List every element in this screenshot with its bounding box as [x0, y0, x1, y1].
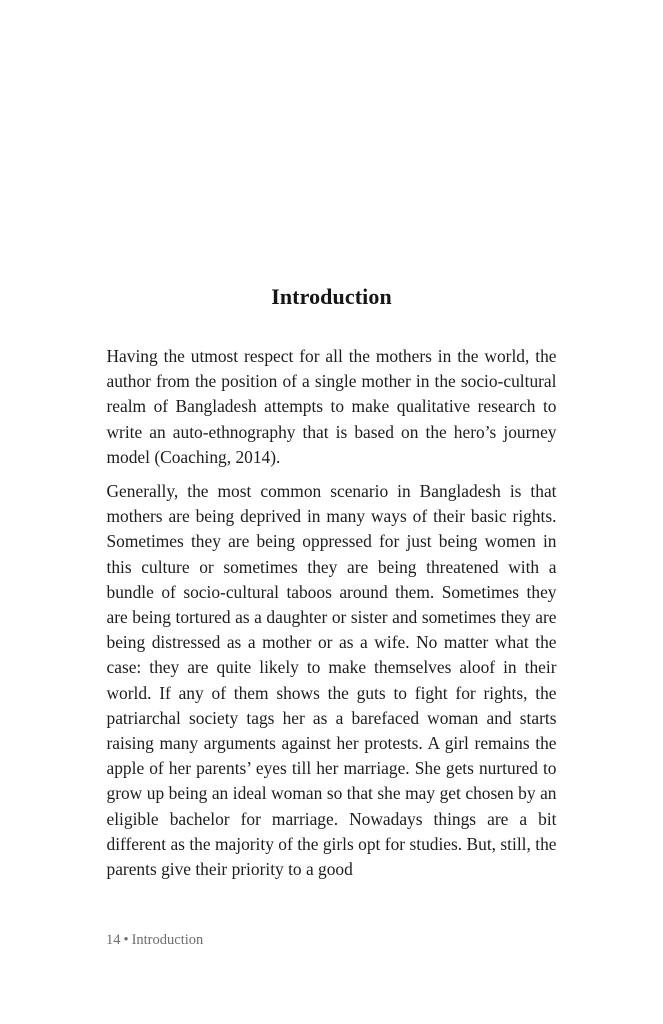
page-top-margin [0, 0, 663, 286]
footer-page-number: 14 [106, 932, 121, 948]
page-footer [106, 932, 203, 949]
bullet-separator-icon: • [123, 932, 129, 948]
text-column [107, 286, 557, 882]
body-paragraph-1: Having the utmost respect for all the mothers in the world, the author from the position of a single mother in the socio-cultural realm of Bangladesh attempts to make qualitative research to write an auto-ethnography that is based on the hero’s journey model (Coaching, 2014). [106, 346, 557, 467]
footer-section-title: Introduction [131, 932, 204, 948]
body-paragraph-2: Generally, the most common scenario in Bangladesh is that mothers are being deprived in many ways of their basic rights. Sometimes they are being oppressed for just being women in this culture or sometimes they are being threatened with a bundle of socio-cultural taboos around them. Sometimes they are being tortured as a daughter or sister and sometimes they are being distressed as a mother or as a wife. No matter what the case: they are quite likely to make themselves aloof in their world. If any of them shows the guts to fight for rights, the patriarchal society tags her as a barefaced woman and starts raising many arguments against her protests. A girl remains the apple of her parents’ eyes till her marriage. She gets nurtured to grow up being an ideal woman so that she may get chosen by an eligible bachelor for marriage. Nowadays things are a bit different as the majority of the girls opt for studies. But, still, the parents give their priority to a good [106, 481, 557, 880]
page-title: Introduction [271, 284, 392, 309]
